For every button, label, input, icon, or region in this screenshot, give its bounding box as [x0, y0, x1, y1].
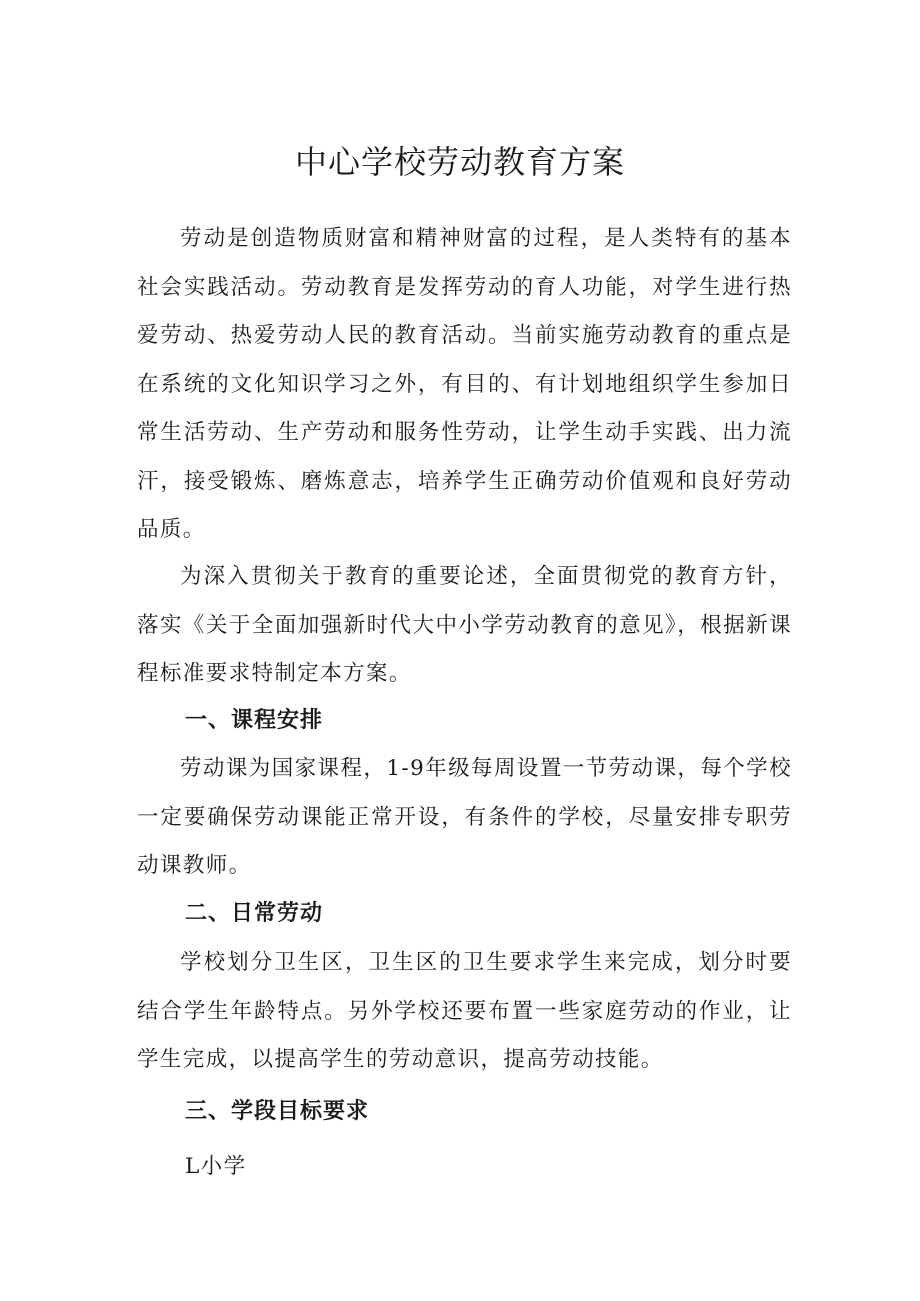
- section-heading-course-arrangement: 一、课程安排: [185, 708, 324, 733]
- document-title: 中心学校劳动教育方案: [294, 143, 625, 181]
- section-text-daily-labor: 学校划分卫生区，卫生区的卫生要求学生来完成，划分时要结合学生年龄特点。另外学校还要布置一些家庭劳动的作业，让学生完成，以提高学生的劳动意识，提高劳动技能。: [137, 950, 792, 1072]
- intro-paragraph: 劳动是创造物质财富和精神财富的过程，是人类特有的基本社会实践活动。劳动教育是发挥劳动的育人功能，对学生进行热爱劳动、热爱劳动人民的教育活动。当前实施劳动教育的重点是在系统的文化知识学习之外，有目的、有计划地组织学生参加日常生活劳动、生产劳动和服务性劳动，让学生动手实践、出力流汗，接受锻炼、磨炼意志，培养学生正确劳动价值观和良好劳动品质。: [137, 226, 792, 542]
- section-text-course-arrangement: 劳动课为国家课程，1-9年级每周设置一节劳动课，每个学校一定要确保劳动课能正常开设，有条件的学校，尽量安排专职劳动课教师。: [137, 756, 792, 878]
- subsection-heading-primary: L小学: [185, 1154, 247, 1179]
- purpose-paragraph: 为深入贯彻关于教育的重要论述，全面贯彻党的教育方针，落实《关于全面加强新时代大中小学劳动教育的意见》，根据新课程标准要求特制定本方案。: [137, 564, 792, 686]
- section-heading-stage-goals: 三、学段目标要求: [185, 1099, 370, 1124]
- section-heading-daily-labor: 二、日常劳动: [185, 901, 324, 926]
